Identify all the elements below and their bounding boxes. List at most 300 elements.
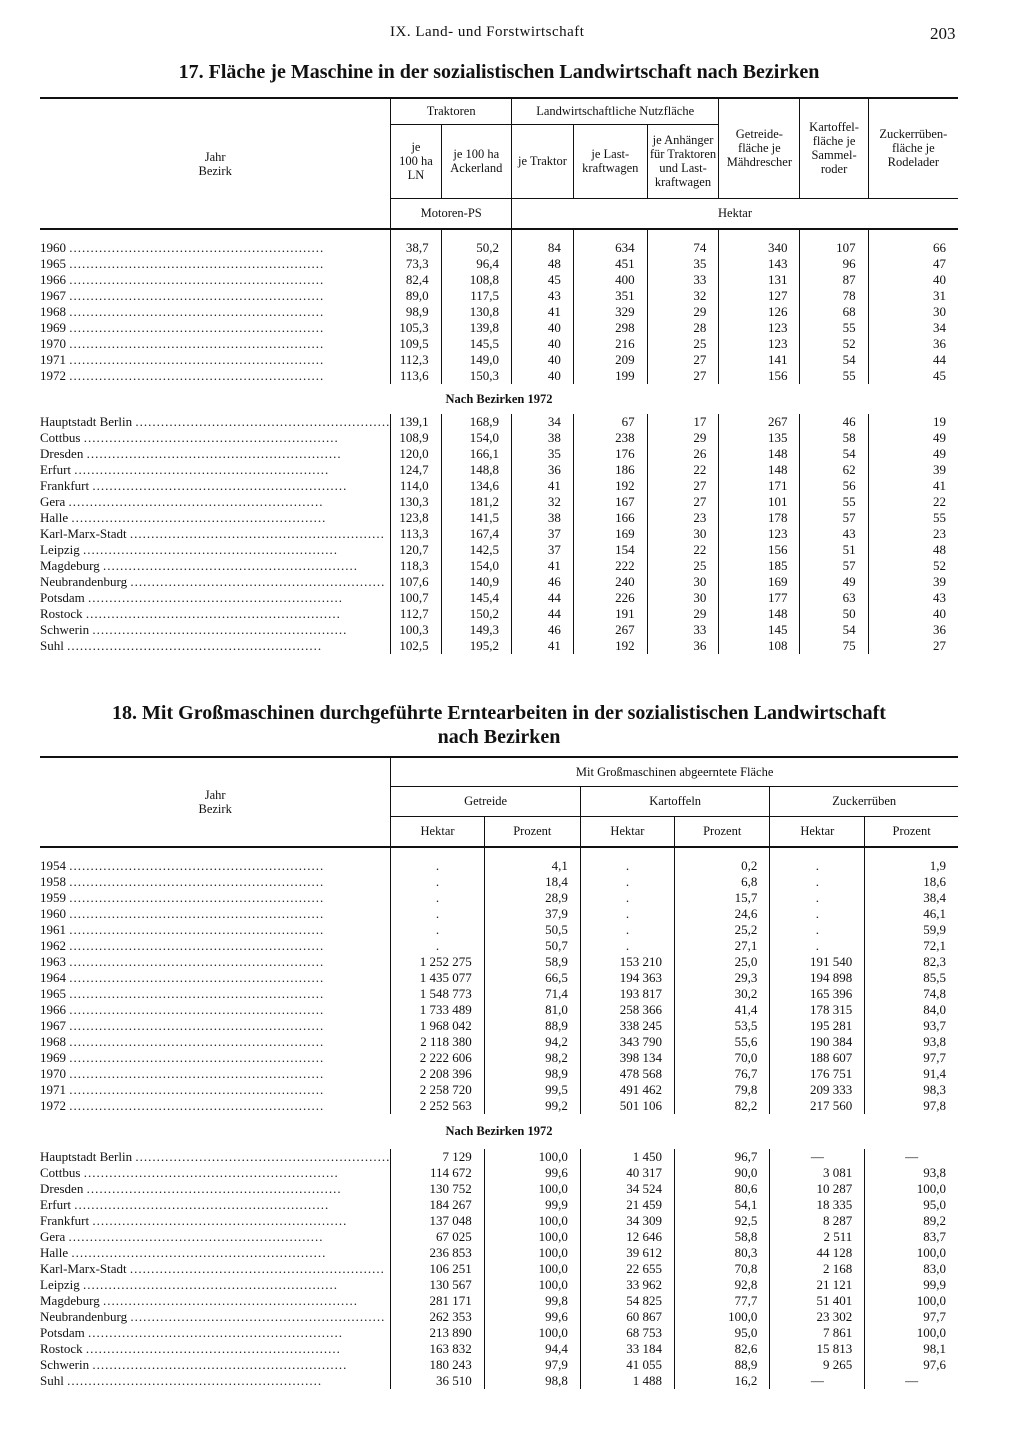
cell-value: 52 (868, 558, 958, 574)
row-label: 1961 ............................................................ (40, 922, 325, 937)
cell-value: — (770, 1373, 865, 1389)
cell-value: 171 (719, 478, 800, 494)
cell-value: 50,5 (484, 922, 580, 938)
cell-value: 2 511 (770, 1229, 865, 1245)
table-row (40, 478, 958, 494)
table-row (40, 288, 958, 304)
cell-value: 166 (573, 510, 647, 526)
cell-value: 2 168 (770, 1261, 865, 1277)
page-header (0, 24, 1024, 44)
row-label: 1959 ............................................................ (40, 890, 325, 905)
cell-value: 99,2 (484, 1098, 580, 1114)
table-row (40, 1034, 958, 1050)
cell-value: 123,8 (391, 510, 441, 526)
cell-value: 17 (647, 414, 719, 430)
cell-value: 55 (868, 510, 958, 526)
cell-value: . (391, 938, 484, 954)
cell-value: 156 (719, 542, 800, 558)
cell-value: 195 281 (770, 1018, 865, 1034)
cell-value: 92,8 (675, 1277, 770, 1293)
cell-value: 9 265 (770, 1357, 865, 1373)
cell-value: . (770, 906, 865, 922)
cell-value: 130 567 (391, 1277, 484, 1293)
cell-value: 40 (512, 320, 574, 336)
cell-value: 97,9 (484, 1357, 580, 1373)
cell-value: 100,3 (391, 622, 441, 638)
cell-value: 100,0 (484, 1245, 580, 1261)
header-je-100ha-ackerland: je 100 ha Ackerland (441, 124, 511, 198)
cell-value: . (391, 847, 484, 874)
cell-value: 16,2 (675, 1373, 770, 1389)
cell-value: 140,9 (441, 574, 511, 590)
cell-value: 36 (512, 462, 574, 478)
cell-value: 3 081 (770, 1165, 865, 1181)
cell-value: 78 (800, 288, 868, 304)
cell-value: 22 (647, 542, 719, 558)
cell-value: 478 568 (580, 1066, 674, 1082)
table-row (40, 1213, 958, 1229)
cell-value: 100,0 (484, 1277, 580, 1293)
cell-value: 55 (800, 368, 868, 384)
cell-value: 18 335 (770, 1197, 865, 1213)
cell-value: 31 (868, 288, 958, 304)
cell-value: 26 (647, 446, 719, 462)
table-row (40, 229, 958, 256)
group-nutzflaeche: Landwirtschaftliche Nutzfläche (512, 98, 719, 124)
table-row (40, 847, 958, 874)
cell-value: 40 (868, 272, 958, 288)
cell-value: 98,9 (391, 304, 441, 320)
cell-value: 97,8 (865, 1098, 958, 1114)
cell-value: 118,3 (391, 558, 441, 574)
table-row (40, 558, 958, 574)
table-row (40, 1357, 958, 1373)
row-label: 1966 ............................................................ (40, 272, 325, 287)
cell-value: 106 251 (391, 1261, 484, 1277)
table-row (40, 304, 958, 320)
cell-value: 141,5 (441, 510, 511, 526)
cell-value: 100,0 (865, 1325, 958, 1341)
table-row (40, 1098, 958, 1114)
cell-value: 99,6 (484, 1165, 580, 1181)
group-zuckerrueben: Zuckerrüben (770, 786, 958, 816)
header-je-traktor: je Traktor (512, 124, 574, 198)
cell-value: 451 (573, 256, 647, 272)
cell-value: 113,6 (391, 368, 441, 384)
cell-value: 37 (512, 542, 574, 558)
cell-value: 236 853 (391, 1245, 484, 1261)
table-row (40, 414, 958, 430)
cell-value: 43 (868, 590, 958, 606)
row-label: 1972 ............................................................ (40, 368, 325, 383)
header-kartoffeln-hektar: Hektar (580, 816, 674, 847)
cell-value: 36 510 (391, 1373, 484, 1389)
cell-value: . (391, 874, 484, 890)
group-abgeerntete-flaeche: Mit Großmaschinen abgeerntete Fläche (391, 757, 958, 786)
cell-value: 145,4 (441, 590, 511, 606)
cell-value: 21 459 (580, 1197, 674, 1213)
cell-value: 38,7 (391, 229, 441, 256)
group-traktoren: Traktoren (391, 98, 512, 124)
cell-value: 22 655 (580, 1261, 674, 1277)
header-zuckerrueben-hektar: Hektar (770, 816, 865, 847)
cell-value: 27 (647, 478, 719, 494)
cell-value: 25,2 (675, 922, 770, 938)
cell-value: 45 (512, 272, 574, 288)
cell-value: 120,7 (391, 542, 441, 558)
cell-value: 23 302 (770, 1309, 865, 1325)
cell-value: 29,3 (675, 970, 770, 986)
row-label: 1960 ............................................................ (40, 240, 325, 255)
row-label: 1964 ............................................................ (40, 970, 325, 985)
cell-value: 340 (719, 229, 800, 256)
cell-value: 145 (719, 622, 800, 638)
table-row (40, 622, 958, 638)
cell-value: 1,9 (865, 847, 958, 874)
cell-value: 156 (719, 368, 800, 384)
cell-value: 59,9 (865, 922, 958, 938)
cell-value: 70,0 (675, 1050, 770, 1066)
cell-value: 27 (647, 368, 719, 384)
cell-value: 213 890 (391, 1325, 484, 1341)
row-label: 1968 ............................................................ (40, 304, 325, 319)
cell-value: 27 (647, 352, 719, 368)
cell-value: 46,1 (865, 906, 958, 922)
cell-value: 38 (512, 430, 574, 446)
cell-value: 400 (573, 272, 647, 288)
cell-value: 97,6 (865, 1357, 958, 1373)
cell-value: 2 208 396 (391, 1066, 484, 1082)
cell-value: 114 672 (391, 1165, 484, 1181)
unit-motoren-ps: Motoren-PS (391, 198, 512, 229)
table-row (40, 526, 958, 542)
cell-value: 178 (719, 510, 800, 526)
cell-value: 18,4 (484, 874, 580, 890)
row-label: Cottbus ............................................................ (40, 430, 339, 445)
cell-value: 95,0 (675, 1325, 770, 1341)
cell-value: 107,6 (391, 574, 441, 590)
row-label: Karl-Marx-Stadt ............................................................ (40, 526, 385, 541)
cell-value: 98,2 (484, 1050, 580, 1066)
cell-value: 33 962 (580, 1277, 674, 1293)
cell-value: 135 (719, 430, 800, 446)
table-row (40, 922, 958, 938)
cell-value: 49 (868, 430, 958, 446)
cell-value: 40 (868, 606, 958, 622)
cell-value: 96 (800, 256, 868, 272)
cell-value: 40 (512, 336, 574, 352)
header-rodelader: Zuckerrüben- fläche je Rodelader (868, 98, 958, 198)
header-je-anhaenger: je Anhänger für Traktoren und Last- kraftwagen (647, 124, 719, 198)
cell-value: 98,1 (865, 1341, 958, 1357)
table-row (40, 890, 958, 906)
cell-value: 93,7 (865, 1018, 958, 1034)
cell-value: 83,7 (865, 1229, 958, 1245)
cell-value: 34 (512, 414, 574, 430)
row-label: Hauptstadt Berlin ............................................................ (40, 414, 391, 429)
cell-value: 1 548 773 (391, 986, 484, 1002)
row-label: 1972 ............................................................ (40, 1098, 325, 1113)
cell-value: 46 (800, 414, 868, 430)
cell-value: 30 (647, 590, 719, 606)
cell-value: 32 (647, 288, 719, 304)
cell-value: 351 (573, 288, 647, 304)
cell-value: 99,8 (484, 1293, 580, 1309)
row-label: Magdeburg ............................................................ (40, 558, 358, 573)
row-label: 1960 ............................................................ (40, 906, 325, 921)
col-label: Jahr Bezirk (198, 788, 232, 816)
cell-value: 35 (647, 256, 719, 272)
cell-value: 281 171 (391, 1293, 484, 1309)
row-label: 1970 ............................................................ (40, 336, 325, 351)
table-row (40, 1181, 958, 1197)
table-row (40, 574, 958, 590)
cell-value: 185 (719, 558, 800, 574)
cell-value: 120,0 (391, 446, 441, 462)
cell-value: 37,9 (484, 906, 580, 922)
cell-value: 154,0 (441, 558, 511, 574)
cell-value: 114,0 (391, 478, 441, 494)
cell-value: 43 (800, 526, 868, 542)
cell-value: 117,5 (441, 288, 511, 304)
table-18-title-text: 18. Mit Großmaschinen durchgeführte Erntearbeiten in der sozialistischen Landwirtschaft nach Bezirken (112, 702, 886, 748)
cell-value: 108,9 (391, 430, 441, 446)
row-label: 1954 ............................................................ (40, 858, 325, 873)
cell-value: 2 118 380 (391, 1034, 484, 1050)
cell-value: 88,9 (675, 1357, 770, 1373)
cell-value: 101 (719, 494, 800, 510)
cell-value: 148,8 (441, 462, 511, 478)
cell-value: 1 968 042 (391, 1018, 484, 1034)
table-row (40, 494, 958, 510)
cell-value: 54 (800, 446, 868, 462)
cell-value: 41,4 (675, 1002, 770, 1018)
cell-value: 258 366 (580, 1002, 674, 1018)
cell-value: 145,5 (441, 336, 511, 352)
cell-value: 634 (573, 229, 647, 256)
cell-value: — (865, 1149, 958, 1165)
table-17-title: 17. Fläche je Maschine in der sozialistischen Landwirtschaft nach Bezirken (178, 61, 820, 83)
table-row (40, 1018, 958, 1034)
cell-value: 209 (573, 352, 647, 368)
cell-value: 23 (868, 526, 958, 542)
header-kartoffeln-prozent: Prozent (675, 816, 770, 847)
cell-value: 226 (573, 590, 647, 606)
row-label: Gera ............................................................ (40, 494, 324, 509)
row-label: Erfurt ............................................................ (40, 462, 330, 477)
cell-value: 67 025 (391, 1229, 484, 1245)
cell-value: 33 (647, 272, 719, 288)
row-label: 1967 ............................................................ (40, 288, 325, 303)
table-row (40, 542, 958, 558)
cell-value: 178 315 (770, 1002, 865, 1018)
cell-value: 130 752 (391, 1181, 484, 1197)
cell-value: 199 (573, 368, 647, 384)
row-label: 1967 ............................................................ (40, 1018, 325, 1033)
page-number: 203 (930, 24, 956, 43)
table-18-title (40, 701, 958, 749)
header-je-100ha-ln: je 100 ha LN (391, 124, 441, 198)
row-label: Rostock ............................................................ (40, 606, 341, 621)
cell-value: 15 813 (770, 1341, 865, 1357)
table-row (40, 606, 958, 622)
cell-value: 1 733 489 (391, 1002, 484, 1018)
row-label: 1969 ............................................................ (40, 1050, 325, 1065)
row-label: Hauptstadt Berlin ............................................................ (40, 1149, 391, 1164)
cell-value: 97,7 (865, 1309, 958, 1325)
cell-value: . (391, 906, 484, 922)
cell-value: 57 (800, 558, 868, 574)
cell-value: 18,6 (865, 874, 958, 890)
cell-value: 77,7 (675, 1293, 770, 1309)
cell-value: 209 333 (770, 1082, 865, 1098)
cell-value: 6,8 (675, 874, 770, 890)
cell-value: 75 (800, 638, 868, 654)
row-label: Halle ............................................................ (40, 1245, 327, 1260)
cell-value: 53,5 (675, 1018, 770, 1034)
cell-value: 153 210 (580, 954, 674, 970)
cell-value: . (580, 890, 674, 906)
cell-value: 56 (800, 478, 868, 494)
cell-value: 40 317 (580, 1165, 674, 1181)
cell-value: . (580, 922, 674, 938)
cell-value: 1 488 (580, 1373, 674, 1389)
cell-value: 105,3 (391, 320, 441, 336)
cell-value: 191 (573, 606, 647, 622)
cell-value: 127 (719, 288, 800, 304)
cell-value: 30 (647, 574, 719, 590)
cell-value: 44 (868, 352, 958, 368)
header-sammelroder: Kartoffel- fläche je Sammel- roder (800, 98, 868, 198)
cell-value: 29 (647, 304, 719, 320)
row-label: 1971 ............................................................ (40, 352, 325, 367)
table-row (40, 510, 958, 526)
cell-value: 36 (868, 622, 958, 638)
row-label: Potsdam ............................................................ (40, 1325, 344, 1340)
cell-value: 74,8 (865, 986, 958, 1002)
cell-value: 154 (573, 542, 647, 558)
cell-value: 10 287 (770, 1181, 865, 1197)
cell-value: 27,1 (675, 938, 770, 954)
cell-value: . (391, 890, 484, 906)
cell-value: 2 258 720 (391, 1082, 484, 1098)
cell-value: . (391, 922, 484, 938)
cell-value: 131 (719, 272, 800, 288)
cell-value: 142,5 (441, 542, 511, 558)
cell-value: 39 (868, 462, 958, 478)
cell-value: 45 (868, 368, 958, 384)
cell-value: 48 (868, 542, 958, 558)
cell-value: 37 (512, 526, 574, 542)
table-row (40, 874, 958, 890)
cell-value: 41 (512, 558, 574, 574)
row-label: Erfurt ............................................................ (40, 1197, 330, 1212)
header-zuckerrueben-prozent: Prozent (865, 816, 958, 847)
cell-value: 8 287 (770, 1213, 865, 1229)
cell-value: 55 (800, 494, 868, 510)
cell-value: 124,7 (391, 462, 441, 478)
cell-value: 100,0 (865, 1245, 958, 1261)
cell-value: 63 (800, 590, 868, 606)
cell-value: 55 (800, 320, 868, 336)
cell-value: 24,6 (675, 906, 770, 922)
cell-value: 165 396 (770, 986, 865, 1002)
table-row (40, 1002, 958, 1018)
cell-value: 89,0 (391, 288, 441, 304)
cell-value: 52 (800, 336, 868, 352)
cell-value: 191 540 (770, 954, 865, 970)
cell-value: 216 (573, 336, 647, 352)
cell-value: 44 128 (770, 1245, 865, 1261)
table-row (40, 1277, 958, 1293)
cell-value: . (580, 874, 674, 890)
cell-value: — (865, 1373, 958, 1389)
subheading-row (40, 384, 958, 414)
cell-value: 154,0 (441, 430, 511, 446)
cell-value: 176 751 (770, 1066, 865, 1082)
cell-value: 83,0 (865, 1261, 958, 1277)
row-label: 1966 ............................................................ (40, 1002, 325, 1017)
cell-value: 49 (800, 574, 868, 590)
cell-value: 84 (512, 229, 574, 256)
header-je-lastkraftwagen: je Last- kraftwagen (573, 124, 647, 198)
cell-value: 32 (512, 494, 574, 510)
row-label: Schwerin ............................................................ (40, 622, 348, 637)
cell-value: 96,7 (675, 1149, 770, 1165)
cell-value: 195,2 (441, 638, 511, 654)
cell-value: 100,7 (391, 590, 441, 606)
cell-value: 58 (800, 430, 868, 446)
cell-value: 1 450 (580, 1149, 674, 1165)
cell-value: 66 (868, 229, 958, 256)
cell-value: 28 (647, 320, 719, 336)
cell-value: 137 048 (391, 1213, 484, 1229)
cell-value: 163 832 (391, 1341, 484, 1357)
cell-value: 148 (719, 462, 800, 478)
cell-value: 39 (868, 574, 958, 590)
cell-value: 123 (719, 526, 800, 542)
cell-value: 66,5 (484, 970, 580, 986)
cell-value: 181,2 (441, 494, 511, 510)
cell-value: 193 817 (580, 986, 674, 1002)
row-label: 1963 ............................................................ (40, 954, 325, 969)
subheading: Nach Bezirken 1972 (445, 391, 553, 406)
cell-value: 99,9 (865, 1277, 958, 1293)
cell-value: 100,0 (484, 1229, 580, 1245)
cell-value: 108,8 (441, 272, 511, 288)
table-row (40, 1082, 958, 1098)
cell-value: 39 612 (580, 1245, 674, 1261)
table-row (40, 1309, 958, 1325)
table-17 (40, 97, 958, 654)
row-label: Leipzig ............................................................ (40, 542, 338, 557)
cell-value: 108 (719, 638, 800, 654)
cell-value: 184 267 (391, 1197, 484, 1213)
cell-value: 7 861 (770, 1325, 865, 1341)
cell-value: 21 121 (770, 1277, 865, 1293)
cell-value: 40 (512, 352, 574, 368)
cell-value: 33 184 (580, 1341, 674, 1357)
table-row (40, 352, 958, 368)
cell-value: 7 129 (391, 1149, 484, 1165)
cell-value: 107 (800, 229, 868, 256)
cell-value: 27 (868, 638, 958, 654)
cell-value: 222 (573, 558, 647, 574)
cell-value: 92,5 (675, 1213, 770, 1229)
cell-value: 0,2 (675, 847, 770, 874)
cell-value: 50,2 (441, 229, 511, 256)
cell-value: 100,0 (675, 1309, 770, 1325)
